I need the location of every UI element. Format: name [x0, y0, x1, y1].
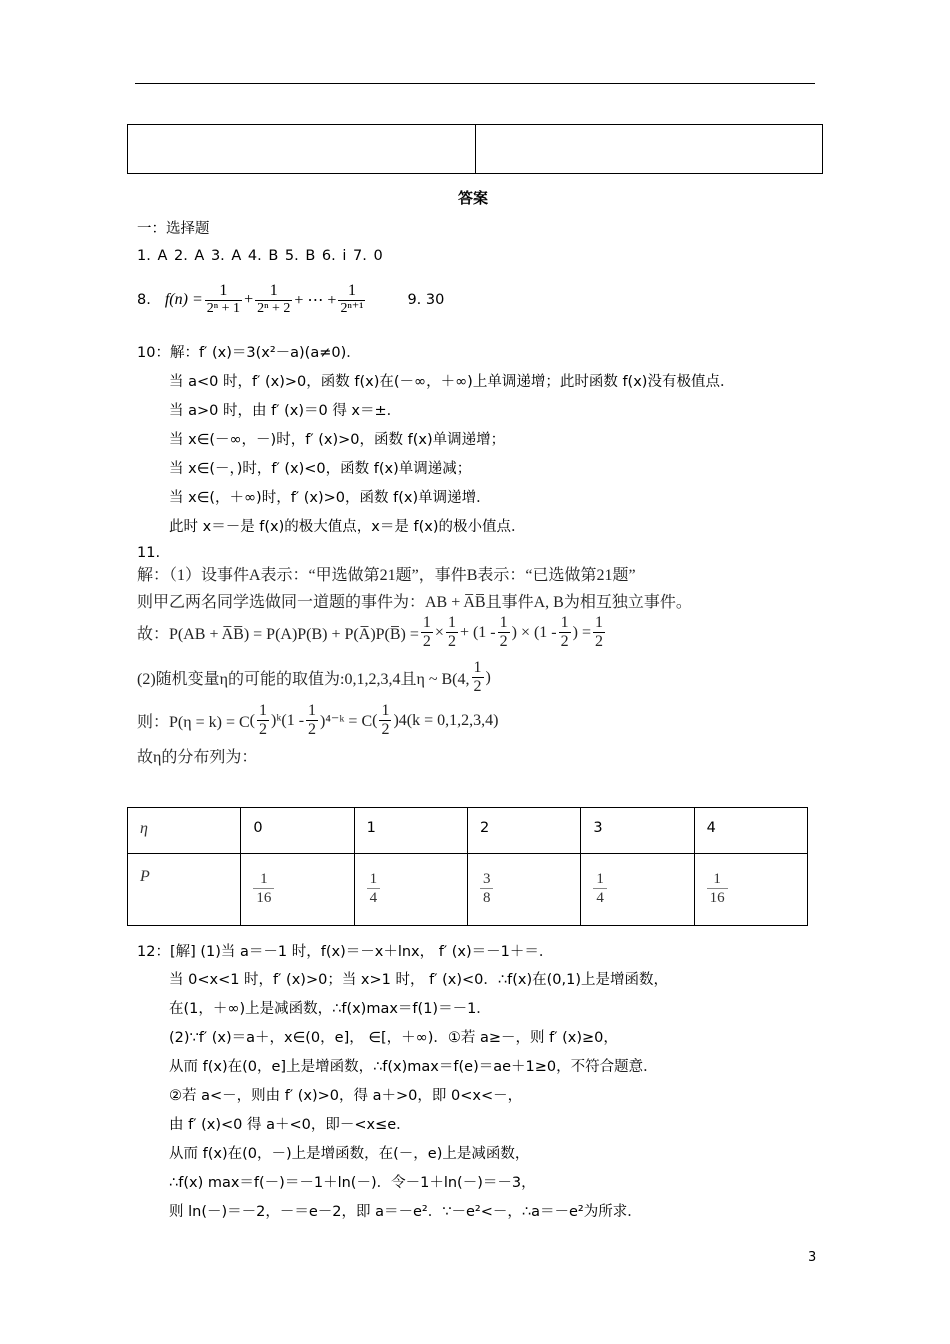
- q12-line: (2)∵f′ (x)＝a＋，x∈(0，e]， ∈[，＋∞)．①若 a≥－，则 f′ (x)≥0，: [169, 1030, 618, 1046]
- q11-line2: 则甲乙两名同学选做同一道题的事件为：AB + A̅B̅且事件A, B为相互独立事件。: [137, 594, 692, 611]
- q8-formula: 8. f(n) = $\frac{1}{\text{2ⁿ + 1}}$ + $\frac{1}{\text{2ⁿ + 2}}$ + ⋯ + $\frac{1}{\text{2ⁿ⁺¹}}$ 9. 30: [137, 282, 445, 316]
- table-row: [128, 854, 808, 926]
- page-number: 3: [808, 1250, 817, 1265]
- p-header: P: [128, 854, 241, 926]
- page-title: 答案: [458, 189, 489, 207]
- q11-label: 11.: [137, 545, 161, 561]
- q12-line: 从而 f(x)在(0，－)上是增函数，在(－，e)上是减函数，: [169, 1146, 530, 1162]
- value-cell: 0: [241, 808, 354, 854]
- distribution-table: [127, 807, 808, 926]
- q10-line: 当 x∈(－∞，－)时，f′ (x)>0，函数 f(x)单调递增；: [169, 432, 506, 448]
- q8-lhs: f(n) =: [164, 290, 203, 308]
- prob-cell: $\frac{1}{4}$: [354, 854, 467, 926]
- q11-line1: 解：（1）设事件A表示：“甲选做第21题”，事件B表示：“已选做第21题”: [137, 567, 636, 584]
- value-cell: 2: [467, 808, 580, 854]
- q9-answer: 9. 30: [407, 291, 445, 308]
- q12-line: 在(1，＋∞)上是减函数，∴f(x)max＝f(1)＝－1．: [169, 1001, 491, 1017]
- q12-line: ∴f(x) max＝f(－)＝－1＋ln(－)．令－1＋ln(－)＝－3，: [169, 1175, 536, 1191]
- q11-line5: 则：P(η = k) = C ( $\frac{1}{2}$ )ᵏ(1 - $\frac{1}{2}$ )⁴⁻ᵏ = C ( $\frac{1}{2}$ )4(k = 0,1,2,3,4): [137, 702, 499, 738]
- table-row: [128, 808, 808, 854]
- empty-table-divider: [475, 125, 476, 173]
- q10-line: 此时 x＝－是 f(x)的极大值点，x＝是 f(x)的极小值点．: [169, 519, 526, 535]
- prob-cell: $\frac{1}{16}$: [241, 854, 354, 926]
- q10-line: 10：解：f′ (x)＝3(x²－a)(a≠0)．: [137, 345, 361, 361]
- q12-line: 由 f′ (x)<0 得 a＋<0，即－<x≤e．: [169, 1117, 411, 1133]
- q8-term1: $\frac{1}{\text{2ⁿ + 1}}$: [206, 282, 241, 316]
- prob-cell: $\frac{3}{8}$: [467, 854, 580, 926]
- q12-line: 则 ln(－)＝－2，－＝e－2，即 a＝－e²．∵－e²<－，∴a＝－e²为所求．: [169, 1204, 642, 1220]
- empty-table: [127, 124, 823, 174]
- q10-line: 当 x∈(－，)时，f′ (x)<0，函数 f(x)单调递减；: [169, 461, 472, 477]
- header-rule: [135, 83, 815, 84]
- q11-line3: 故：P(AB + A̅B̅) = P(A)P(B) + P(A̅)P(B̅) = $\frac{1}{2}$ × $\frac{1}{2}$ + (1 - $\frac{1}{2}$ ) × (1 - $\frac{1}{2}$ ) = $\frac{1}{2}$: [137, 614, 603, 650]
- choice-answers: 1. A 2. A 3. A 4. B 5. B 6. i 7. 0: [137, 248, 383, 264]
- q12-line: 12：[解] (1)当 a＝－1 时，f(x)＝－x＋lnx， f′ (x)＝－1＋＝．: [137, 944, 554, 960]
- q12-line: ②若 a<－，则由 f′ (x)>0，得 a＋>0，即 0<x<－，: [169, 1088, 523, 1104]
- value-cell: 3: [581, 808, 694, 854]
- q12-line: 从而 f(x)在(0，e]上是增函数，∴f(x)max＝f(e)＝ae＋1≥0，不符合题意．: [169, 1059, 658, 1075]
- q8-dots: + ⋯ +: [294, 291, 337, 309]
- q8-term3: $\frac{1}{\text{2ⁿ⁺¹}}$: [340, 282, 364, 316]
- q10-line: 当 a<0 时，f′ (x)>0，函数 f(x)在(－∞，＋∞)上单调递增；此时函数 f(x)没有极值点．: [169, 374, 735, 390]
- q11-line4: (2)随机变量η的可能的取值为:0,1,2,3,4且η ~ B(4, $\frac{1}{2}$ ): [137, 659, 491, 695]
- eta-header: η: [128, 808, 241, 854]
- q11-line6: 故η的分布列为：: [137, 749, 258, 766]
- prob-cell: $\frac{1}{4}$: [581, 854, 694, 926]
- section-heading: 一：选择题: [137, 221, 210, 237]
- value-cell: 1: [354, 808, 467, 854]
- q12-line: 当 0<x<1 时，f′ (x)>0；当 x>1 时， f′ (x)<0．∴f(x)在(0,1)上是增函数，: [169, 972, 668, 988]
- prob-cell: $\frac{1}{16}$: [694, 854, 807, 926]
- q8-label: 8.: [137, 291, 151, 308]
- value-cell: 4: [694, 808, 807, 854]
- q10-line: 当 a>0 时，由 f′ (x)＝0 得 x＝±．: [169, 403, 402, 419]
- q10-line: 当 x∈(，＋∞)时，f′ (x)>0，函数 f(x)单调递增．: [169, 490, 491, 506]
- q8-term2: $\frac{1}{\text{2ⁿ + 2}}$: [257, 282, 291, 316]
